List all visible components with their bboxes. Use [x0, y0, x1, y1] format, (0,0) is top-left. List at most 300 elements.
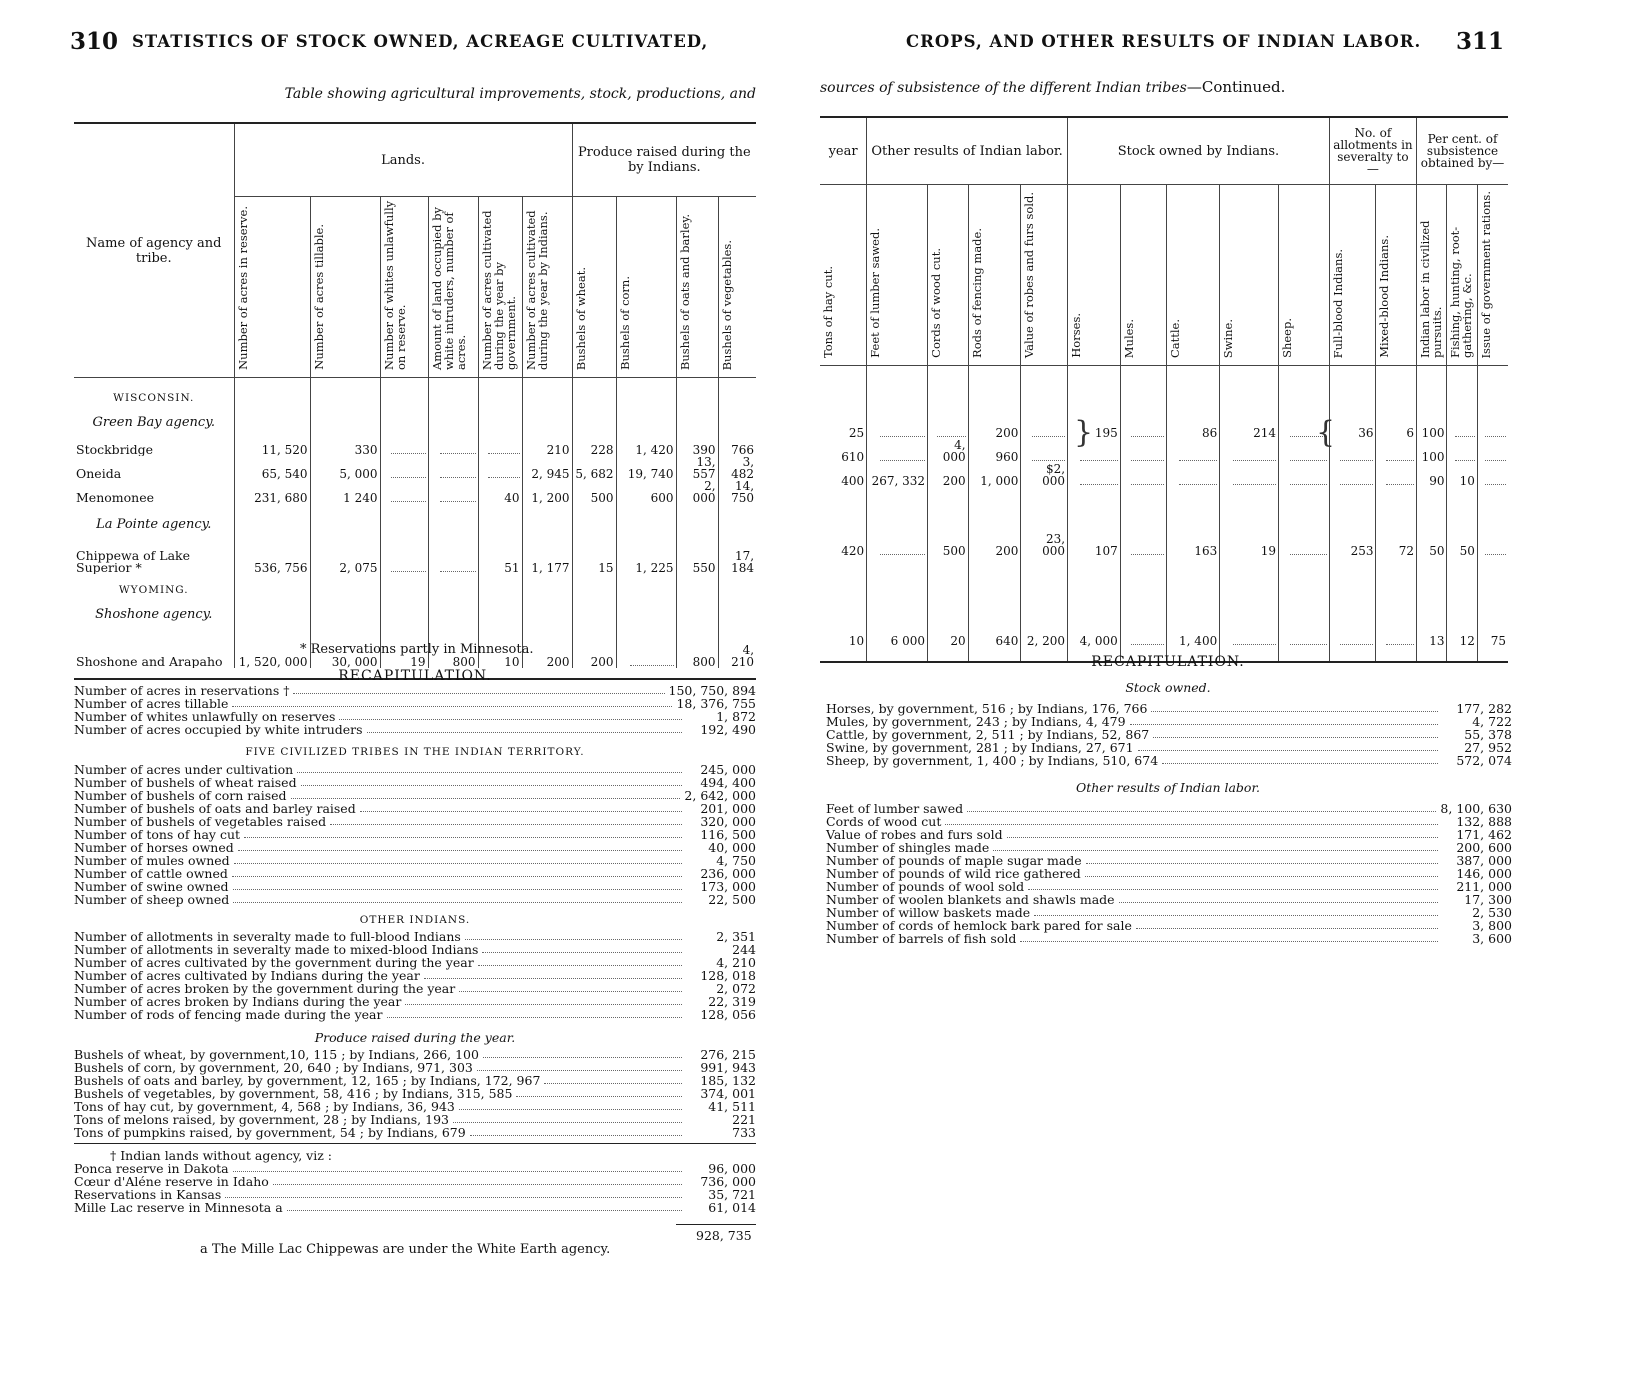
leader-dots: [1455, 460, 1475, 461]
leader-dots: [297, 763, 682, 773]
recap-label: Cœur d'Aléne reserve in Idaho: [74, 1174, 269, 1189]
recap-label: Number of pounds of maple sugar made: [826, 853, 1082, 868]
table-row: [820, 557, 1508, 647]
row-value: [428, 430, 478, 456]
leader-dots: [273, 1175, 682, 1185]
leader-dots: [1340, 484, 1373, 485]
section-row: [74, 404, 756, 430]
leader-dots: [291, 789, 681, 799]
col-header: Bushels of oats and barley.: [676, 197, 718, 378]
grand-total: 928, 735: [696, 1228, 752, 1243]
leader-dots: [1485, 484, 1506, 485]
empty-cell: [676, 404, 718, 430]
empty-cell: [478, 378, 522, 405]
recap-value: 221: [732, 1112, 756, 1127]
row-value: 330: [310, 430, 380, 456]
empty-cell: [522, 574, 572, 596]
row-value: 13, 557: [676, 456, 718, 480]
col-header: Feet of lumber sawed.: [867, 185, 928, 366]
recap-value: 177, 282: [1456, 701, 1512, 716]
agency-la-pointe: La Pointe agency.: [96, 517, 212, 532]
row-value: [428, 480, 478, 504]
row-value: 390: [676, 430, 718, 456]
row-value: 36: [1329, 426, 1376, 439]
recap-value: 96, 000: [708, 1161, 756, 1176]
leader-dots: [233, 893, 682, 903]
recap-label: Number of pounds of wool sold: [826, 879, 1025, 894]
row-value: [1477, 487, 1508, 557]
row-name: Stockbridge: [76, 442, 154, 456]
recap-label: Number of cords of hemlock bark pared for sale: [826, 918, 1132, 933]
empty-cell: [572, 504, 616, 532]
row-value: 14, 750: [718, 480, 756, 504]
row-value: 640: [968, 557, 1021, 647]
row-value: 610: [841, 450, 865, 463]
row-value: 800: [428, 622, 478, 668]
recap-value: 22, 500: [708, 892, 756, 907]
row-value: 50: [1447, 487, 1477, 557]
recap-label: Number of sheep owned: [74, 892, 230, 907]
leader-dots: [1080, 460, 1118, 461]
table-row: [820, 463, 1508, 487]
leader-dots: [1151, 702, 1438, 712]
agency-green-bay: Green Bay agency.: [92, 415, 215, 430]
empty-cell: [676, 378, 718, 405]
leader-dots: [1136, 919, 1438, 929]
row-value: 550: [676, 532, 718, 574]
row-value: [616, 622, 676, 668]
recap-value: 55, 378: [1464, 727, 1512, 742]
recap-label: Reservations in Kansas: [74, 1187, 222, 1202]
recap-value: 171, 462: [1456, 827, 1512, 842]
row-value: [478, 456, 522, 480]
row-value: 11, 520: [234, 430, 310, 456]
row-value: [867, 439, 928, 463]
row-value: 500: [572, 480, 616, 504]
leader-dots: [1153, 728, 1438, 738]
leader-dots: [483, 1048, 682, 1058]
row-value: 19: [380, 622, 428, 668]
recap-value: 320, 000: [700, 814, 756, 829]
recap-label: Number of acres cultivated by Indians during the year: [74, 968, 420, 983]
row-value: 100: [1417, 426, 1447, 439]
row-value: 40: [478, 480, 522, 504]
recap-label: Number of cattle owned: [74, 866, 228, 881]
row-value: $2, 000: [1021, 463, 1068, 487]
produce-title: Produce raised during the year.: [314, 1030, 516, 1045]
row-value: [1376, 557, 1417, 647]
leader-dots: [967, 802, 1436, 812]
produce-group-header: Produce raised during the by Indians.: [572, 123, 756, 197]
recap-value: 192, 490: [700, 722, 756, 737]
table-row: [820, 487, 1508, 557]
row-value: [1167, 463, 1220, 487]
footnote-mille-lac: a The Mille Lac Chippewas are under the White Earth agency.: [200, 1242, 611, 1257]
row-value: 10: [848, 634, 865, 647]
empty-cell: [1220, 366, 1279, 427]
recap-value: 2, 642, 000: [684, 788, 756, 803]
recap-value: 736, 000: [700, 1174, 756, 1189]
empty-cell: [234, 404, 310, 430]
empty-cell: [234, 504, 310, 532]
lands-group-header: Lands.: [234, 123, 572, 197]
empty-cell: [1120, 366, 1167, 427]
leader-dots: [1032, 460, 1065, 461]
recap-value: 245, 000: [700, 762, 756, 777]
other-results-group-header: Other results of Indian labor.: [867, 117, 1068, 185]
recap-label: Number of mules owned: [74, 853, 230, 868]
leader-dots: [360, 802, 682, 812]
recap-value: 146, 000: [1456, 866, 1512, 881]
recap-label: Cattle, by government, 2, 511 ; by Indians, 52, 867: [826, 727, 1150, 742]
leader-dots: [630, 665, 674, 666]
recap-value: 3, 800: [1472, 918, 1512, 933]
empty-cell: [380, 504, 428, 532]
stock-owned-title: Stock owned.: [1125, 680, 1211, 695]
recap-line: [74, 1126, 756, 1139]
col-header: Issue of government rations.: [1477, 185, 1508, 366]
leader-dots: [1130, 715, 1438, 725]
leader-dots: [391, 501, 425, 502]
recap-label: Sheep, by government, 1, 400 ; by Indians, 510, 674: [826, 753, 1159, 768]
col-header: Sheep.: [1279, 185, 1330, 366]
row-value: 2, 075: [310, 532, 380, 574]
leader-dots: [880, 554, 925, 555]
leader-dots: [880, 436, 925, 437]
leader-dots: [293, 684, 664, 694]
row-value: 1, 420: [616, 430, 676, 456]
leader-dots: [440, 571, 476, 572]
leader-dots: [1034, 906, 1438, 916]
recap-label: Tons of melons raised, by government, 28 ; by Indians, 193: [74, 1112, 449, 1127]
recap-label: Tons of pumpkins raised, by government, 54 ; by Indians, 679: [74, 1125, 466, 1140]
recap-value: 132, 888: [1456, 814, 1512, 829]
recap-value: 572, 074: [1456, 753, 1512, 768]
right-column-headers: [820, 185, 1508, 366]
row-value: 1 240: [310, 480, 380, 504]
leader-dots: [1007, 828, 1438, 838]
row-value: [867, 487, 928, 557]
recap-line: [74, 1201, 756, 1214]
empty-cell: [616, 596, 676, 622]
lands-without-agency-title: † Indian lands without agency, viz :: [110, 1148, 333, 1163]
row-value: 3, 482: [718, 456, 756, 480]
recap-label: Number of allotments in severalty made to mixed-blood Indians: [74, 942, 479, 957]
leader-dots: [1290, 644, 1327, 645]
leader-dots: [225, 1188, 682, 1198]
row-value: 420: [841, 544, 865, 557]
leader-dots: [482, 943, 682, 953]
stock-group-header: Stock owned by Indians.: [1068, 117, 1330, 185]
leader-dots: [1179, 460, 1217, 461]
leader-dots: [1119, 893, 1438, 903]
running-head-right: CROPS, AND OTHER RESULTS OF INDIAN LABOR.: [906, 32, 1422, 51]
table-row: [820, 439, 1508, 463]
page-number-left: 310: [70, 28, 119, 55]
empty-cell: [572, 404, 616, 430]
recap-label: Number of bushels of oats and barley raised: [74, 801, 356, 816]
empty-cell: [718, 574, 756, 596]
five-tribes-title: FIVE CIVILIZED TRIBES IN THE INDIAN TERRITORY.: [245, 746, 585, 758]
row-value: 600: [616, 480, 676, 504]
leader-dots: [937, 436, 965, 437]
row-value: 500: [928, 487, 969, 557]
recap-label: Swine, by government, 281 ; by Indians, 27, 671: [826, 740, 1134, 755]
leader-dots: [477, 1061, 682, 1071]
leader-dots: [1162, 754, 1438, 764]
row-value: 10: [1447, 463, 1477, 487]
recap-value: 387, 000: [1456, 853, 1512, 868]
recap-label: Bushels of wheat, by government,10, 115 ; by Indians, 266, 100: [74, 1047, 479, 1062]
leader-dots: [488, 477, 519, 478]
row-value: 15: [572, 532, 616, 574]
row-value: [928, 426, 969, 439]
recap-value: 128, 056: [700, 1007, 756, 1022]
row-value: 267, 332: [867, 463, 928, 487]
empty-cell: [380, 574, 428, 596]
empty-cell: [1376, 366, 1417, 427]
recap-value: 18, 376, 755: [676, 696, 756, 711]
recap-value: 276, 215: [700, 1047, 756, 1062]
row-value: [380, 456, 428, 480]
row-value: 19, 740: [616, 456, 676, 480]
recap-line: [826, 754, 1512, 767]
allotments-group-header: No. of allotments in severalty to—: [1329, 117, 1416, 185]
leader-dots: [1131, 436, 1164, 437]
recap-label: Number of acres broken by the government during the year: [74, 981, 456, 996]
row-value: [428, 532, 478, 574]
empty-cell: [428, 504, 478, 532]
row-value: 1, 225: [616, 532, 676, 574]
leader-dots: [387, 1008, 683, 1018]
leader-dots: [453, 1113, 682, 1123]
leader-dots: [1233, 484, 1276, 485]
row-value: 19: [1220, 487, 1279, 557]
leader-dots: [1386, 460, 1414, 461]
leader-dots: [232, 867, 682, 877]
row-value: [428, 456, 478, 480]
subsistence-group-header: Per cent. of subsistence obtained by—: [1417, 117, 1508, 185]
recap-label: Bushels of vegetables, by government, 58, 416 ; by Indians, 315, 585: [74, 1086, 513, 1101]
leader-dots: [1131, 460, 1164, 461]
row-value: [1120, 557, 1167, 647]
section-row: [74, 378, 756, 405]
row-value: 51: [478, 532, 522, 574]
recap-line: [826, 932, 1512, 945]
row-value: 10: [478, 622, 522, 668]
leader-dots: [459, 982, 682, 992]
recap-value: 173, 000: [700, 879, 756, 894]
empty-cell: [310, 574, 380, 596]
recap-label: Number of shingles made: [826, 840, 990, 855]
col-header: Number of acres tillable.: [310, 197, 380, 378]
leader-dots: [1485, 554, 1506, 555]
recap-value: 4, 210: [716, 955, 756, 970]
leader-dots: [488, 453, 519, 454]
empty-cell: [676, 504, 718, 532]
recap-label: Number of acres cultivated by the government during the year: [74, 955, 474, 970]
empty-cell: [234, 574, 310, 596]
empty-cell: [1167, 366, 1220, 427]
recap-value: 494, 400: [700, 775, 756, 790]
empty-cell: [616, 378, 676, 405]
leader-dots: [244, 828, 682, 838]
row-value: 75: [1477, 557, 1508, 647]
recap-label: Bushels of oats and barley, by government, 12, 165 ; by Indians, 172, 967: [74, 1073, 541, 1088]
row-value: [1120, 487, 1167, 557]
row-value: 200: [968, 426, 1021, 439]
row-value: 50: [1417, 487, 1447, 557]
row-value: 4, 000: [1068, 557, 1121, 647]
row-value: [1220, 463, 1279, 487]
empty-cell: [1447, 366, 1477, 427]
leader-dots: [993, 841, 1438, 851]
row-value: 20: [928, 557, 969, 647]
right-table: [820, 116, 1508, 663]
empty-cell: [310, 504, 380, 532]
left-page: [0, 0, 824, 1380]
leader-dots: [465, 930, 682, 940]
leader-dots: [478, 956, 682, 966]
empty-cell: [380, 404, 428, 430]
row-value: [1447, 426, 1477, 439]
row-value: [1329, 463, 1376, 487]
recap-value: 200, 600: [1456, 840, 1512, 855]
col-header: Number of whites unlawfully on reserve.: [380, 197, 428, 378]
empty-cell: [522, 404, 572, 430]
empty-cell: [310, 378, 380, 405]
row-value: 228: [572, 430, 616, 456]
leader-dots: [367, 723, 682, 733]
row-value: [1376, 463, 1417, 487]
leader-dots: [1485, 460, 1506, 461]
leader-dots: [391, 477, 425, 478]
recap-label: Number of acres occupied by white intruders: [74, 722, 363, 737]
leader-dots: [233, 880, 682, 890]
leader-dots: [232, 697, 672, 707]
col-header: Cattle.: [1167, 185, 1220, 366]
col-header: Value of robes and furs sold.: [1021, 185, 1068, 366]
empty-cell: [572, 596, 616, 622]
other-indians-title: OTHER INDIANS.: [359, 914, 471, 926]
footnote-reservations: * Reservations partly in Minnesota.: [300, 642, 534, 657]
row-value: [1120, 439, 1167, 463]
recap-label: Number of acres tillable: [74, 696, 229, 711]
row-value: 2, 000: [676, 480, 718, 504]
table-row: [74, 456, 756, 480]
row-value: [1068, 463, 1121, 487]
recap-value: 236, 000: [700, 866, 756, 881]
leader-dots: [1386, 644, 1414, 645]
recap-value: 2, 072: [716, 981, 756, 996]
leader-dots: [1340, 644, 1373, 645]
row-value: 200: [928, 463, 969, 487]
divider-rule: [74, 1143, 756, 1144]
leader-dots: [391, 453, 425, 454]
col-header: Mixed-blood Indians.: [1376, 185, 1417, 366]
row-value: [1021, 426, 1068, 439]
col-header: Tons of hay cut.: [820, 185, 867, 366]
col-header: Swine.: [1220, 185, 1279, 366]
leader-dots: [301, 776, 682, 786]
empty-cell: [428, 378, 478, 405]
row-value: [1477, 439, 1508, 463]
row-value: 90: [1417, 463, 1447, 487]
recapitulation-title-right: RECAPITULATION.: [1091, 654, 1245, 670]
empty-cell: [718, 596, 756, 622]
leader-dots: [1028, 880, 1438, 890]
recap-label: Number of tons of hay cut: [74, 827, 241, 842]
empty-cell: [428, 404, 478, 430]
row-value: 65, 540: [234, 456, 310, 480]
empty-cell: [310, 404, 380, 430]
col-header: Bushels of vegetables.: [718, 197, 756, 378]
recap-label: Tons of hay cut, by government, 4, 568 ; by Indians, 36, 943: [74, 1099, 455, 1114]
recap-label: Mules, by government, 243 ; by Indians, 4, 479: [826, 714, 1126, 729]
row-value: 86: [1167, 426, 1220, 439]
leader-dots: [233, 1162, 682, 1172]
row-value: [1376, 439, 1417, 463]
row-value: 72: [1376, 487, 1417, 557]
recap-label: Number of horses owned: [74, 840, 234, 855]
row-value: 2, 200: [1021, 557, 1068, 647]
leader-dots: [1032, 436, 1065, 437]
table-row: [74, 480, 756, 504]
leader-dots: [330, 815, 682, 825]
row-value: 5, 682: [572, 456, 616, 480]
leader-dots: [1455, 436, 1475, 437]
row-name: Shoshone and Arapaho: [76, 654, 223, 668]
col-header: Bushels of corn.: [616, 197, 676, 378]
empty-cell: [1417, 366, 1447, 427]
row-value: [867, 426, 928, 439]
table-row: [74, 532, 756, 574]
row-value: 195: [1068, 426, 1121, 439]
leader-dots: [234, 854, 682, 864]
leader-dots: [405, 995, 682, 1005]
left-table-body: [74, 378, 756, 680]
recap-value: 40, 000: [708, 840, 756, 855]
leader-dots: [470, 1126, 682, 1136]
empty-cell: [572, 574, 616, 596]
recap-line: [74, 1008, 756, 1021]
empty-cell: [380, 378, 428, 405]
recap-value: 1, 872: [716, 709, 756, 724]
empty-cell: [1021, 366, 1068, 427]
recap-label: Mille Lac reserve in Minnesota a: [74, 1200, 283, 1215]
col-header: Horses.: [1068, 185, 1121, 366]
row-value: [1477, 426, 1508, 439]
recap-value: 733: [732, 1125, 756, 1140]
right-table-body: [820, 366, 1508, 663]
row-name: Menomonee: [76, 490, 154, 504]
col-header: Number of acres cultivated during the year by Indians.: [522, 197, 572, 378]
leader-dots: [1386, 484, 1414, 485]
row-value: 23, 000: [1021, 487, 1068, 557]
recap-label: Number of acres under cultivation: [74, 762, 294, 777]
empty-cell: [522, 596, 572, 622]
row-value: 536, 756: [234, 532, 310, 574]
recap-label: Number of swine owned: [74, 879, 229, 894]
col-header: Bushels of wheat.: [572, 197, 616, 378]
empty-cell: [522, 504, 572, 532]
empty-cell: [428, 596, 478, 622]
recap-value: 201, 000: [700, 801, 756, 816]
empty-cell: [616, 404, 676, 430]
row-value: 200: [968, 487, 1021, 557]
row-value: 214: [1220, 426, 1279, 439]
empty-cell: [478, 596, 522, 622]
